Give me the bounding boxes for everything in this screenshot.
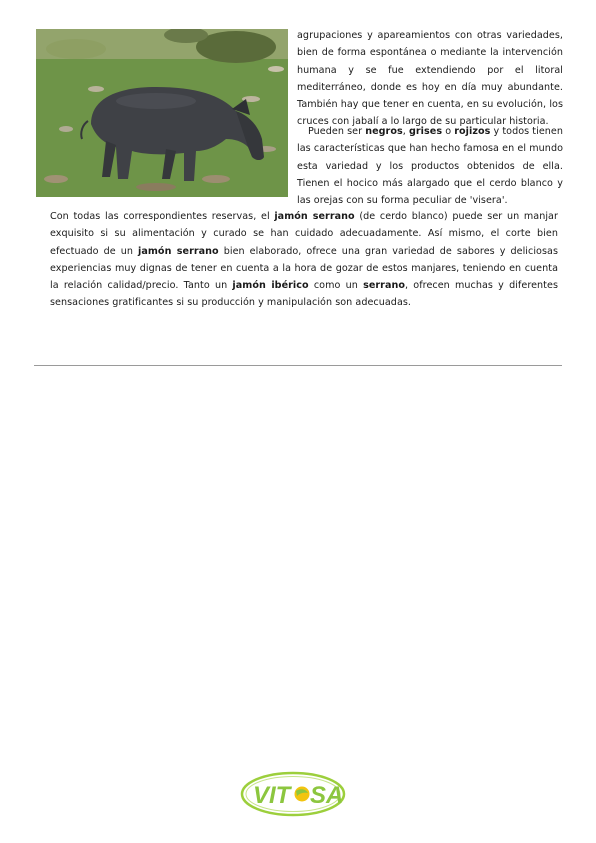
logo-text-left: VIT (253, 782, 291, 809)
text-fragment: , ofrecen muchas y diferentes sensaciones gratificantes si su producción y manipulación son adecuadas. (50, 280, 558, 309)
vitosa-logo (240, 770, 346, 818)
bold-term-jamon-serrano: jamón serrano (274, 211, 355, 222)
horizontal-divider (34, 365, 562, 366)
paragraph-origins (297, 27, 563, 131)
paragraph-colors (297, 123, 563, 209)
iberian-pig-photo (36, 29, 288, 197)
logo-mark (240, 770, 346, 818)
bold-term-rojizos: rojizos (454, 126, 491, 137)
text-fragment: y todos tienen las características que han hecho famosa en el mundo esta variedad y los productos obtenidos de ella. Tienen el hocico más alargado que el cerdo blanco y las orejas con su forma peculiar de 'visera'. (297, 126, 563, 207)
bold-term-grises: grises (408, 126, 443, 137)
bold-term-jamon-iberico: jamón ibérico (232, 280, 309, 292)
text-fragment: Pueden ser (308, 126, 366, 137)
paragraph-jamon (50, 208, 558, 312)
text-fragment: o (442, 126, 455, 137)
logo-text-right: SA (310, 782, 344, 809)
paragraph-origins-text: agrupaciones y apareamientos con otras variedades, bien de forma espontánea o mediante la intervención humana y se fue extendiendo por el litoral mediterráneo, donde es hoy en día muy abundante. También hay que tener en cuenta, en su evolución, los cruces con jabalí a lo largo de su particular historia. (297, 30, 563, 128)
bold-term-jamon-serrano: jamón serrano (138, 245, 219, 257)
text-fragment: Con todas las correspondientes reservas, el (50, 211, 275, 222)
text-fragment: bien elaborado, ofrece una gran variedad de sabores y deliciosas experiencias muy dignas de tener en cuenta a la hora de gozar de estos manjares, teniendo en cuenta la relación calidad/precio. Tanto un (50, 245, 558, 292)
pig-illustration (36, 29, 288, 197)
text-fragment: como un (308, 280, 364, 292)
bold-term-negros: negros (365, 126, 403, 137)
text-fragment: (de cerdo blanco) puede ser un manjar exquisito si su alimentación y curado se han cuidado adecuadamente. Así mismo, el corte bien efectuado de un (50, 211, 558, 257)
text-fragment: , (402, 126, 409, 137)
bold-term-serrano: serrano (363, 280, 406, 292)
